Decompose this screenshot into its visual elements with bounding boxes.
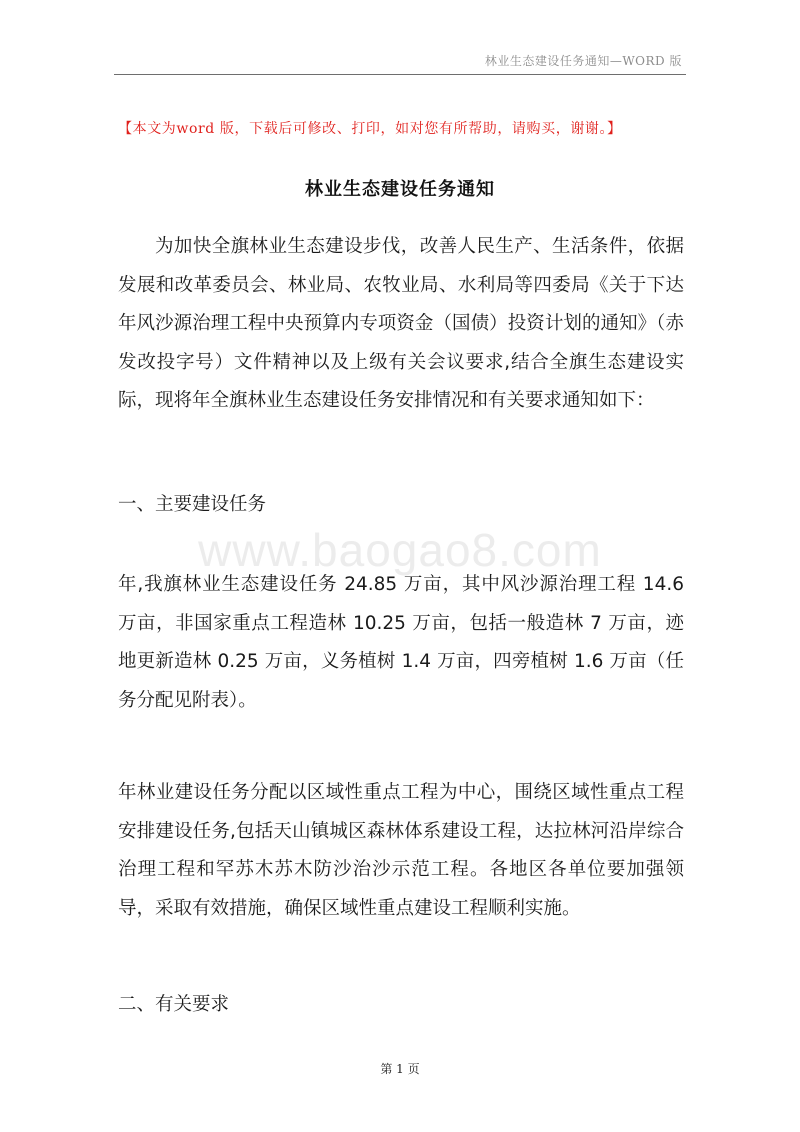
header-divider: [114, 74, 686, 75]
document-title: 林业生态建设任务通知: [305, 179, 495, 200]
tasks-paragraph: 年,我旗林业生态建设任务 24.85 万亩，其中风沙源治理工程 14.6 万亩，非国家重点工程造林 10.25 万亩，包括一般造林 7 万亩，迹地更新造林 0.25 万亩，义务植树 1.4 万亩，四旁植树 1.6 万亩（任务分配见附表）。: [118, 574, 684, 711]
watermark: www.baogao8.com: [198, 524, 602, 576]
section-heading-main-tasks: 一、主要建设任务: [118, 494, 267, 515]
page-number: 第 1 页: [380, 1062, 420, 1076]
allocation-paragraph: 年林业建设任务分配以区域性重点工程为中心，围绕区域性重点工程安排建设任务,包括天山镇城区森林体系建设工程，达拉林河沿岸综合治理工程和罕苏木苏木防沙治沙示范工程。各地区各单位要加强领导，采取有效措施，确保区域性重点建设工程顺利实施。: [118, 782, 684, 919]
section-heading-requirements: 二、有关要求: [118, 994, 230, 1015]
running-header: 林业生态建设任务通知—WORD 版: [484, 54, 682, 68]
intro-paragraph: 为加快全旗林业生态建设步伐，改善人民生产、生活条件，依据发展和改革委员会、林业局、农牧业局、水利局等四委局《关于下达年风沙源治理工程中央预算内专项资金（国债）投资计划的通知》（赤发改投字号）文件精神以及上级有关会议要求,结合全旗生态建设实际，现将年全旗林业生态建设任务安排情况和有关要求通知如下：: [118, 236, 684, 411]
download-notice: 【本文为word 版，下载后可修改、打印，如对您有所帮助，请购买，谢谢。】: [118, 121, 622, 137]
